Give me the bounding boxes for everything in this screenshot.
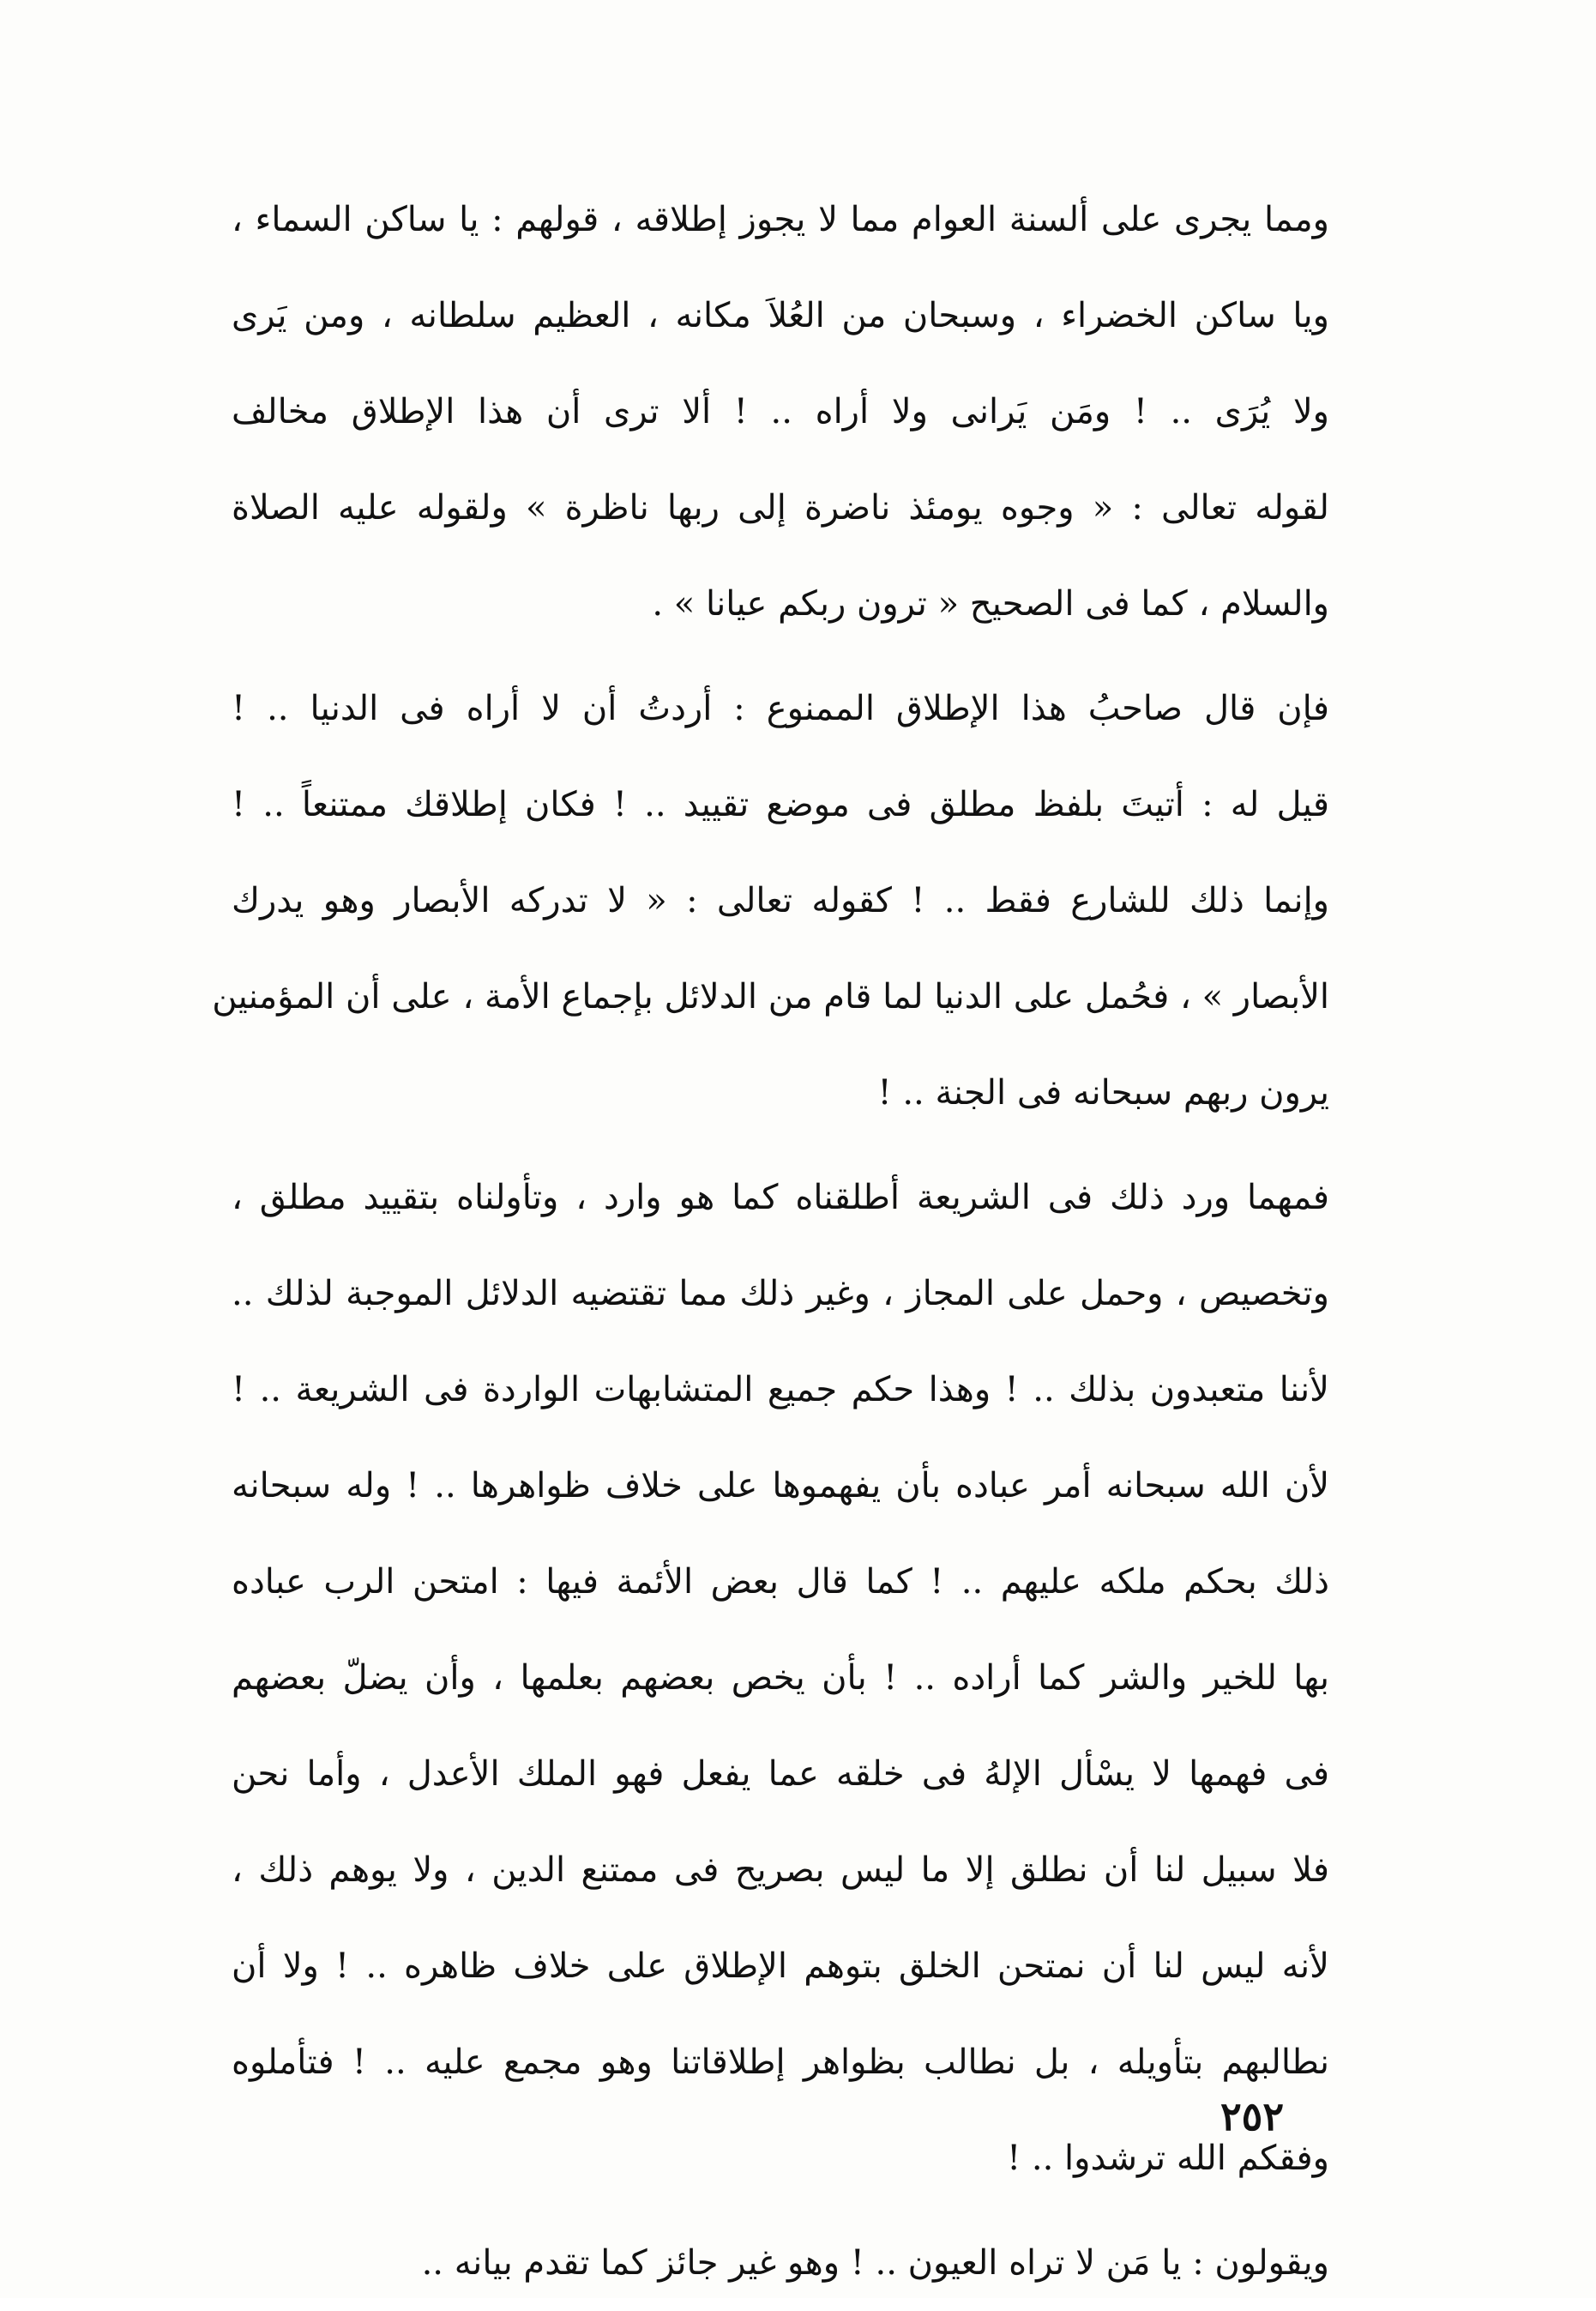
- text-line: بها للخير والشر كما أراده .. ! بأن يخص بعضهم بعلمها ، وأن يضلّ بعضهم: [232, 1658, 1329, 1698]
- text-line: فإن قال صاحبُ هذا الإطلاق الممنوع : أردتُ أن لا أراه فى الدنيا .. !: [232, 689, 1329, 728]
- paragraph-1: [232, 172, 1364, 652]
- paragraph-2: [212, 661, 1364, 1141]
- text-line: نطالبهم بتأويله ، بل نطالب بظواهر إطلاقاتنا وهو مجمع عليه .. ! فتأملوه: [232, 2042, 1329, 2082]
- text-line: فلا سبيل لنا أن نطلق إلا ما ليس بصريح فى ممتنع الدين ، ولا يوهم ذلك ،: [232, 1850, 1329, 1890]
- text-line: وتخصيص ، وحمل على المجاز ، وغير ذلك مما تقتضيه الدلائل الموجبة لذلك ..: [232, 1274, 1329, 1313]
- text-line: وفقكم الله ترشدوا .. !: [1007, 2139, 1329, 2178]
- text-line: لأن الله سبحانه أمر عباده بأن يفهموها على خلاف ظواهرها .. ! وله سبحانه: [232, 1466, 1329, 1505]
- text-line: يرون ربهم سبحانه فى الجنة .. !: [877, 1073, 1329, 1113]
- text-line: قيل له : أتيتَ بلفظ مطلق فى موضع تقييد .. ! فكان إطلاقك ممتنعاً .. !: [232, 785, 1329, 824]
- text-line: لأننا متعبدون بذلك .. ! وهذا حكم جميع المتشابهات الواردة فى الشريعة .. !: [232, 1370, 1329, 1409]
- paragraph-3: [232, 1149, 1364, 2206]
- text-line: وإنما ذلك للشارع فقط .. ! كقوله تعالى : « لا تدركه الأبصار وهو يدرك: [232, 881, 1329, 920]
- text-line: ذلك بحكم ملكه عليهم .. ! كما قال بعض الأئمة فيها : امتحن الرب عباده: [232, 1562, 1329, 1602]
- paragraph-4: [232, 2215, 1364, 2311]
- text-line: ومما يجرى على ألسنة العوام مما لا يجوز إطلاقه ، قولهم : يا ساكن السماء ،: [232, 200, 1329, 239]
- text-line: ولا يُرَى .. ! ومَن يَرانى ولا أراه .. ! ألا ترى أن هذا الإطلاق مخالف: [232, 392, 1329, 431]
- text-line: ويا ساكن الخضراء ، وسبحان من العُلاَ مكانه ، العظيم سلطانه ، ومن يَرى: [232, 296, 1330, 335]
- text-line: والسلام ، كما فى الصحيح « ترون ربكم عيانا » .: [652, 584, 1329, 624]
- text-line: الأبصار » ، فحُمل على الدنيا لما قام من الدلائل بإجماع الأمة ، على أن المؤمنين: [212, 977, 1329, 1017]
- text-line: لأنه ليس لنا أن نمتحن الخلق بتوهم الإطلاق على خلاف ظاهره .. ! ولا أن: [232, 1946, 1329, 1986]
- text-line: لقوله تعالى : « وجوه يومئذ ناضرة إلى ربها ناظرة » ولقوله عليه الصلاة: [232, 488, 1329, 528]
- text-line: ويقولون : يا مَن لا تراه العيون .. ! وهو غير جائز كما تقدم بيانه ..: [421, 2243, 1329, 2283]
- body-text: [212, 172, 1364, 2311]
- text-line: فى فهمها لا يسْأل الإلهُ فى خلقه عما يفعل فهو الملك الأعدل ، وأما نحن: [232, 1754, 1329, 1794]
- page-number: ٢٥٢: [1220, 2093, 1285, 2139]
- text-line: فمهما ورد ذلك فى الشريعة أطلقناه كما هو وارد ، وتأولناه بتقييد مطلق ،: [232, 1178, 1329, 1217]
